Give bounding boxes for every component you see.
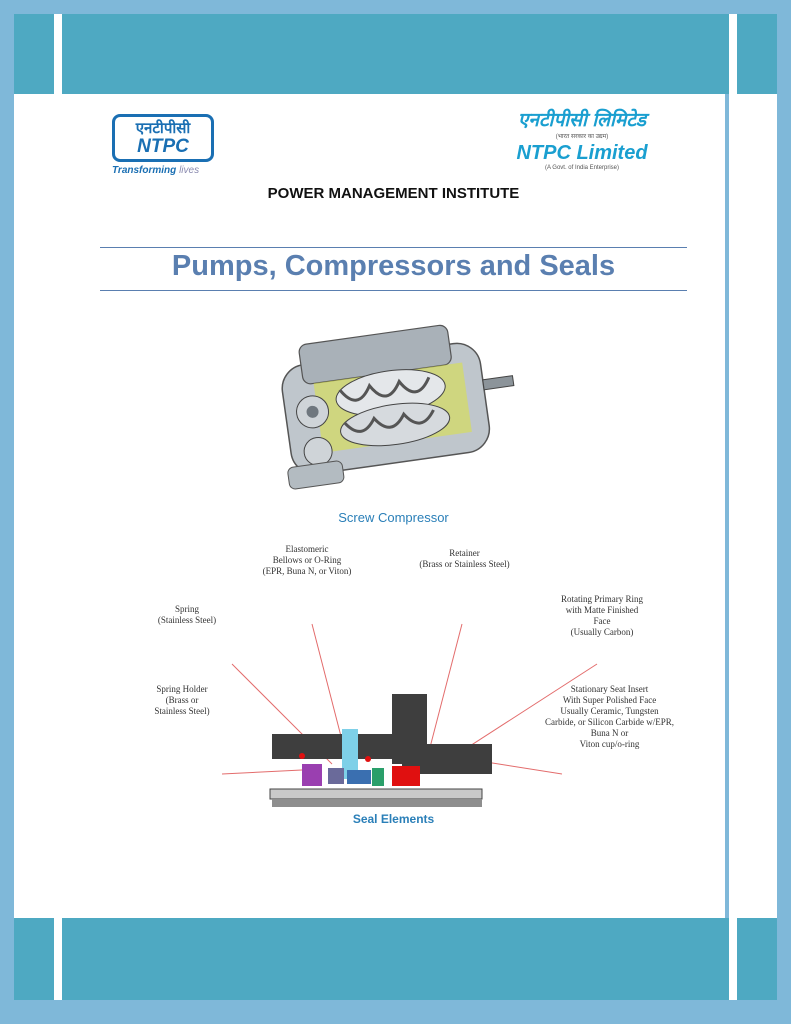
institute-name: POWER MANAGEMENT INSTITUTE	[267, 185, 520, 202]
document-title: Pumps, Compressors and Seals	[171, 250, 616, 282]
title-rule-top	[100, 247, 687, 248]
left-rail	[54, 14, 62, 1000]
tagline-main: Transforming	[112, 165, 177, 176]
bottom-band	[14, 918, 777, 1000]
seal-diagram	[142, 544, 702, 814]
ntpc-limited-logo	[497, 106, 667, 171]
label-rotating-ring: Rotating Primary Ring with Matte Finished Face (Usually Carbon)	[561, 594, 643, 637]
right-rail	[729, 14, 737, 1000]
tagline-lives: lives	[179, 165, 200, 176]
label-retainer: Retainer (Brass or Stainless Steel)	[419, 548, 510, 569]
logo-hindi-text: एनटीपीसी	[135, 119, 191, 137]
ntpc-logo-left	[112, 114, 222, 176]
figure1-caption: Screw Compressor	[338, 510, 449, 525]
logo-right-hindi: एनटीपीसी लिमिटेड	[517, 110, 647, 131]
left-margin	[14, 94, 54, 918]
logo-ntpc-text: NTPC	[137, 135, 189, 157]
document-page	[62, 94, 725, 918]
logo-tagline	[112, 165, 222, 176]
logo-right-sub: (भारत सरकार का उद्यम)	[555, 134, 609, 140]
label-stationary-seat: Stationary Seat Insert With Super Polished Face Usually Ceramic, Tungsten Carbide, or Silicon Carbide w/EPR, Buna N or Viton cup/o-ring	[545, 684, 674, 749]
top-band	[14, 14, 777, 94]
right-margin	[737, 94, 777, 918]
title-rule-bottom	[100, 290, 687, 291]
label-spring-holder: Spring Holder (Brass or Stainless Steel)	[154, 684, 210, 716]
label-spring: Spring (Stainless Steel)	[157, 604, 217, 625]
logo-right-enterprise: (A Govt. of India Enterprise)	[544, 165, 620, 171]
screw-compressor-illustration	[267, 312, 527, 492]
logo-right-ntpc: NTPC Limited	[516, 142, 648, 164]
figure2-caption: Seal Elements	[352, 812, 435, 826]
label-elastomeric: Elastomeric Bellows or O-Ring (EPR, Buna N, or Viton)	[262, 544, 352, 576]
seal-elements-figure	[142, 544, 702, 814]
ntpc-logo-box	[112, 114, 214, 162]
